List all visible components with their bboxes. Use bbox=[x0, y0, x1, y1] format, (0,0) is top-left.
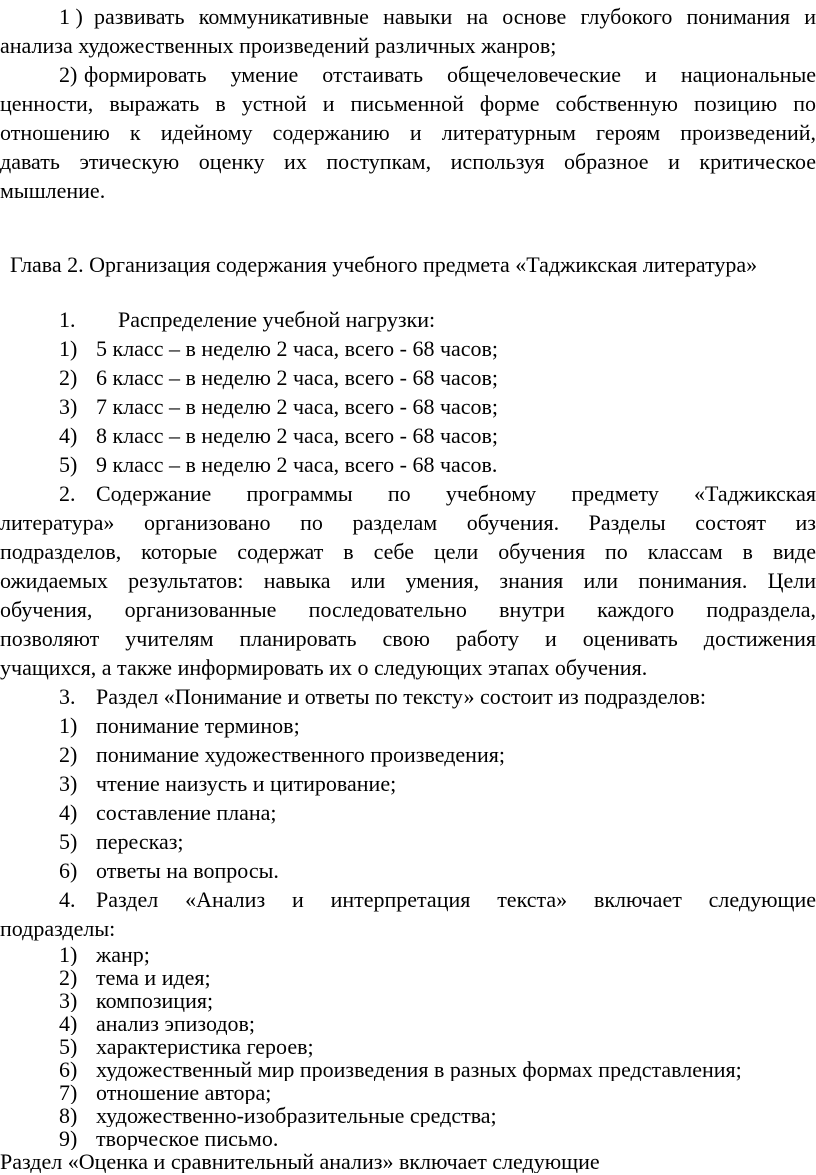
list-item bbox=[0, 798, 816, 827]
list-item-number: 5) bbox=[59, 452, 78, 477]
list-item-number: 2) bbox=[59, 742, 78, 767]
goal-2-number: 2) bbox=[59, 62, 78, 87]
goal-1-text-1: развивать коммуникативные навыки на основе глубокого понимания и bbox=[94, 4, 816, 29]
goal-2-line-2: ценности, выражать в устной и письменной форме собственную позицию по bbox=[0, 91, 816, 116]
list-item-text: тема и идея; bbox=[96, 966, 211, 989]
section-5-line-1: Раздел «Оценка и сравнительный анализ» включает следующие bbox=[0, 1150, 600, 1173]
list-item-number: 3) bbox=[59, 989, 78, 1012]
list-item bbox=[0, 1127, 816, 1150]
list-item-number: 2) bbox=[59, 365, 78, 390]
list-item-number: 4) bbox=[59, 423, 78, 448]
section-3-heading bbox=[0, 682, 816, 711]
list-item-text: характеристика героев; bbox=[96, 1035, 314, 1058]
list-item-text: жанр; bbox=[96, 943, 150, 966]
list-item-number: 1) bbox=[59, 943, 78, 966]
list-item bbox=[0, 392, 816, 421]
section-3-number: 3. bbox=[59, 684, 76, 709]
goal-1-line-1 bbox=[0, 2, 816, 31]
section-1-heading bbox=[0, 305, 816, 334]
section-2-line-7: учащихся, а также информировать их о следующих этапах обучения. bbox=[0, 655, 648, 680]
goal-1-line-2 bbox=[0, 31, 816, 60]
list-item bbox=[0, 1012, 816, 1035]
list-item bbox=[0, 943, 816, 966]
list-item bbox=[0, 769, 816, 798]
list-item-text: художественный мир произведения в разных формах представления; bbox=[96, 1058, 742, 1081]
section-2-line-3: подразделов, которые содержат в себе цели обучения по классам в виде bbox=[0, 539, 816, 564]
list-item-number: 9) bbox=[59, 1127, 78, 1150]
list-item bbox=[0, 334, 816, 363]
list-item bbox=[0, 740, 816, 769]
list-item-text: пересказ; bbox=[96, 829, 184, 854]
list-item-number: 1) bbox=[59, 713, 78, 738]
list-item bbox=[0, 989, 816, 1012]
list-item-number: 4) bbox=[59, 800, 78, 825]
section-2-text-1: Содержание программы по учебному предмету «Таджикская bbox=[96, 481, 816, 506]
list-item bbox=[0, 827, 816, 856]
list-item-number: 8) bbox=[59, 1104, 78, 1127]
list-item-number: 5) bbox=[59, 829, 78, 854]
goal-2-text-1: формировать умение отстаивать общечеловеческие и национальные bbox=[84, 62, 816, 87]
list-item-text: художественно-изобразительные средства; bbox=[96, 1104, 497, 1127]
section-2-line-6: позволяют учителям планировать свою работу и оценивать достижения bbox=[0, 626, 816, 651]
list-item-number: 1) bbox=[59, 336, 78, 361]
section-4-line-2: подразделы: bbox=[0, 916, 116, 941]
list-item-text: композиция; bbox=[96, 989, 214, 1012]
list-item-text: 7 класс – в неделю 2 часа, всего - 68 часов; bbox=[96, 394, 499, 419]
section-1-number: 1. bbox=[59, 307, 76, 332]
section-2-line-4: ожидаемых результатов: навыка или умения, знания или понимания. Цели bbox=[0, 568, 816, 593]
chapter-title: Глава 2. Организация содержания учебного предмета «Таджикская литература» bbox=[10, 252, 758, 277]
list-item bbox=[0, 363, 816, 392]
list-item bbox=[0, 421, 816, 450]
list-item-text: составление плана; bbox=[96, 800, 277, 825]
goal-2-line-1 bbox=[0, 60, 816, 89]
goal-2-line-3: отношению к идейному содержанию и литературным героям произведений, bbox=[0, 120, 816, 145]
list-item bbox=[0, 450, 816, 479]
list-item-text: 5 класс – в неделю 2 часа, всего - 68 часов; bbox=[96, 336, 499, 361]
list-item-text: 8 класс – в неделю 2 часа, всего - 68 часов; bbox=[96, 423, 499, 448]
section-4-line-1 bbox=[0, 885, 816, 914]
list-item bbox=[0, 711, 816, 740]
list-item bbox=[0, 1035, 816, 1058]
list-item-number: 3) bbox=[59, 771, 78, 796]
list-item-text: 6 класс – в неделю 2 часа, всего - 68 часов; bbox=[96, 365, 499, 390]
list-item-text: отношение автора; bbox=[96, 1081, 272, 1104]
section-2-number: 2. bbox=[59, 481, 76, 506]
section-2-line-2: литература» организовано по разделам обучения. Разделы состоят из bbox=[0, 510, 816, 535]
list-item-number: 5) bbox=[59, 1035, 78, 1058]
section-4-number: 4. bbox=[59, 887, 76, 912]
list-item-number: 6) bbox=[59, 858, 78, 883]
list-item-text: 9 класс – в неделю 2 часа, всего - 68 часов. bbox=[96, 452, 498, 477]
list-item-number: 6) bbox=[59, 1058, 78, 1081]
section-1-text: Распределение учебной нагрузки: bbox=[118, 307, 436, 332]
list-item bbox=[0, 966, 816, 989]
list-item-number: 2) bbox=[59, 966, 78, 989]
list-item-number: 7) bbox=[59, 1081, 78, 1104]
section-2-line-1 bbox=[0, 479, 816, 508]
goal-2-line-5: мышление. bbox=[0, 178, 106, 203]
list-item-text: понимание художественного произведения; bbox=[96, 742, 505, 767]
list-item bbox=[0, 1058, 816, 1081]
goal-2-line-4: давать этическую оценку их поступкам, используя образное и критическое bbox=[0, 149, 816, 174]
list-item bbox=[0, 1081, 816, 1104]
list-item-text: анализ эпизодов; bbox=[96, 1012, 256, 1035]
list-item bbox=[0, 1104, 816, 1127]
list-item-text: понимание терминов; bbox=[96, 713, 300, 738]
section-4-text-1: Раздел «Анализ и интерпретация текста» включает следующие bbox=[96, 887, 816, 912]
list-item-text: ответы на вопросы. bbox=[96, 858, 279, 883]
section-3-text: Раздел «Понимание и ответы по тексту» состоит из подразделов: bbox=[96, 684, 707, 709]
list-item-text: творческое письмо. bbox=[96, 1127, 279, 1150]
section-2-line-5: обучения, организованные последовательно внутри каждого подраздела, bbox=[0, 597, 816, 622]
goal-1-number: 1 ) bbox=[59, 4, 83, 29]
goal-1-text-2: анализа художественных произведений различных жанров; bbox=[0, 33, 557, 58]
list-item-number: 3) bbox=[59, 394, 78, 419]
list-item-number: 4) bbox=[59, 1012, 78, 1035]
list-item-text: чтение наизусть и цитирование; bbox=[96, 771, 397, 796]
list-item bbox=[0, 856, 816, 885]
